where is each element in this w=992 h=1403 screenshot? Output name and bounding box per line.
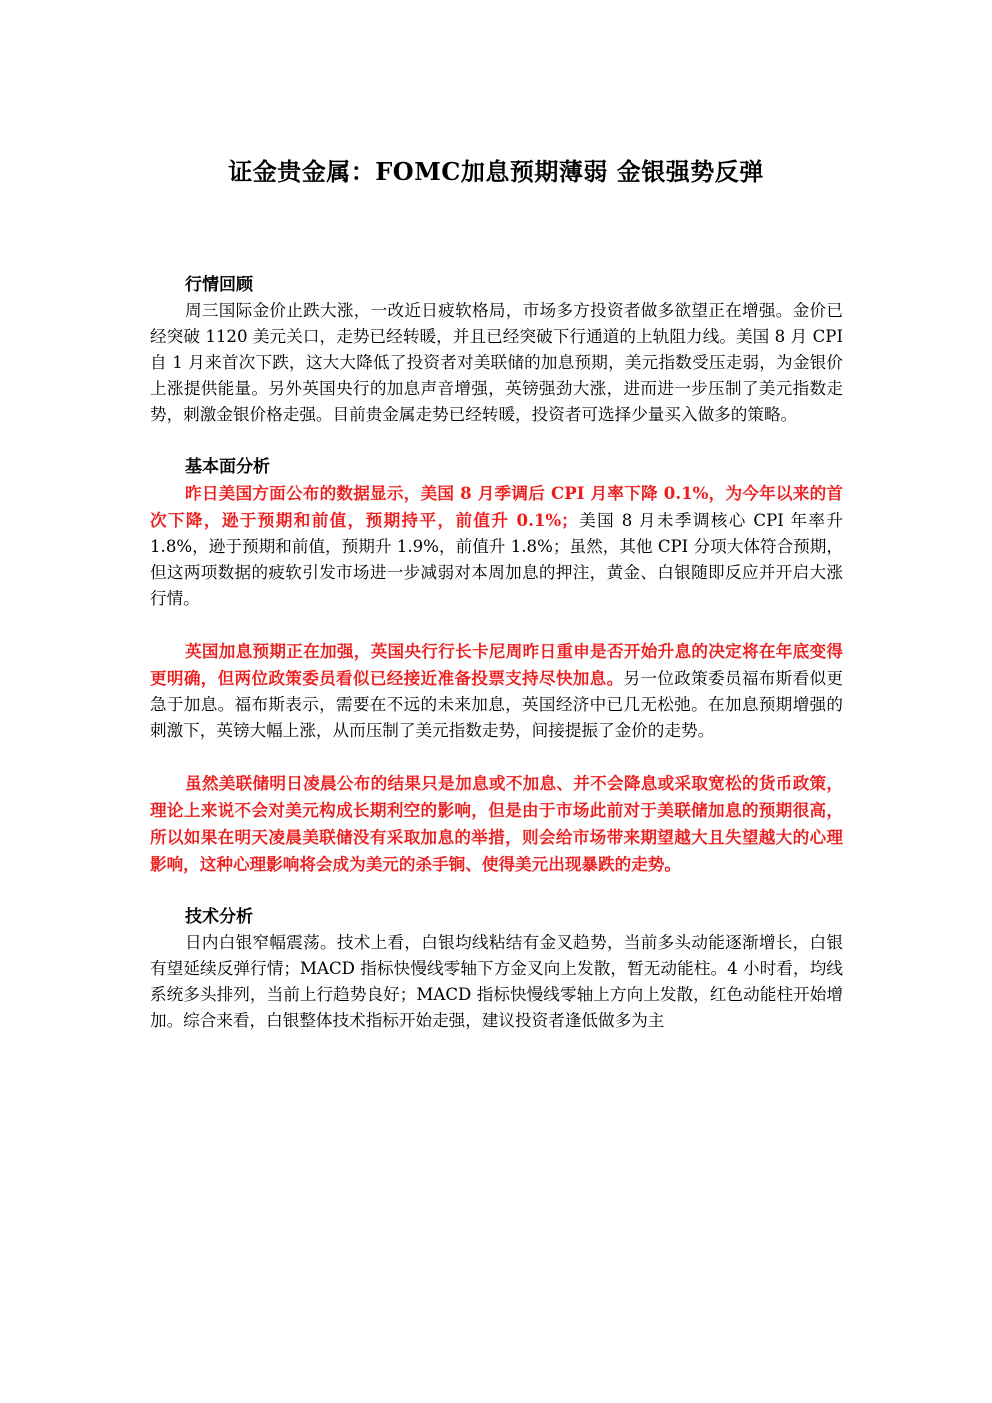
section-paragraph: 日内白银窄幅震荡。技术上看，白银均线粘结有金叉趋势，当前多头动能逐渐增长，白银有望延续反弹行情；MACD 指标快慢线零轴下方金叉向上发散，暂无动能柱。4 小时看，均线系统多头排列，当前上行趋势良好；MACD 指标快慢线零轴上方向上发散，红色动能柱开始增加。综合来看，白银整体技术指标开始走强，建议投资者逢低做多为主	[150, 933, 843, 1030]
paragraph-spacer	[150, 744, 843, 770]
section-technical-analysis	[150, 904, 843, 1034]
section-heading: 技术分析	[185, 907, 253, 927]
highlighted-text: 英国加息预期正在加强，英国央行行长卡尼周昨日重申是否开始升息的决定将在年底变得更明确，但两位政策委员看似已经接近准备投票支持尽快加息。	[150, 641, 843, 688]
section-paragraph: 周三国际金价止跌大涨，一改近日疲软格局，市场多方投资者做多欲望正在增强。金价已经突破 1120 美元关口，走势已经转暖，并且已经突破下行通道的上轨阻力线。美国 8 月 CPI 自 1 月来首次下跌，这大大降低了投资者对美联储的加息预期，美元指数受压走弱，为金银价上涨提供能量。另外英国央行的加息声音增强，英镑强劲大涨，进而进一步压制了美元指数走势，刺激金银价格走强。目前贵金属走势已经转暖，投资者可选择少量买入做多的策略。	[150, 301, 843, 424]
section-paragraph	[150, 770, 843, 878]
highlighted-text: 昨日美国方面公布的数据显示，美国 8 月季调后 CPI 月率下降 0.1%，为今年以来的首次下降，逊于预期和前值，预期持平，前值升 0.1%；	[150, 483, 843, 530]
paragraph-spacer	[150, 612, 843, 638]
section-heading: 基本面分析	[185, 457, 270, 477]
section-fundamental-analysis	[150, 454, 843, 878]
document-body	[150, 272, 843, 1034]
section-spacer	[150, 878, 843, 904]
highlighted-text: 虽然美联储明日凌晨公布的结果只是加息或不加息、并不会降息或采取宽松的货币政策，理论上来说不会对美元构成长期利空的影响，但是由于市场此前对于美联储加息的预期很高，所以如果在明天凌晨美联储没有采取加息的举措，则会给市场带来期望越大且失望越大的心理影响，这种心理影响将会成为美元的杀手锏、使得美元出现暴跌的走势。	[150, 773, 843, 874]
section-paragraph	[150, 480, 843, 612]
body-text: 另一位政策委员福布斯看似更急于加息。福布斯表示，需要在不远的未来加息，英国经济中已几无松弛。在加息预期增强的刺激下，英镑大幅上涨，从而压制了美元指数走势，间接提振了金价的走势。	[150, 669, 843, 740]
document-title: 证金贵金属：FOMC加息预期薄弱 金银强势反弹	[228, 157, 764, 186]
section-heading: 行情回顾	[185, 275, 253, 295]
section-spacer	[150, 428, 843, 454]
section-market-review	[150, 272, 843, 428]
body-text: 美国 8 月未季调核心 CPI 年率升 1.8%，逊于预期和前值，预期升 1.9%，前值升 1.8%；虽然，其他 CPI 分项大体符合预期，但这两项数据的疲软引发市场进一步减弱对本周加息的押注，黄金、白银随即反应并开启大涨行情。	[150, 511, 843, 608]
section-paragraph	[150, 638, 843, 744]
